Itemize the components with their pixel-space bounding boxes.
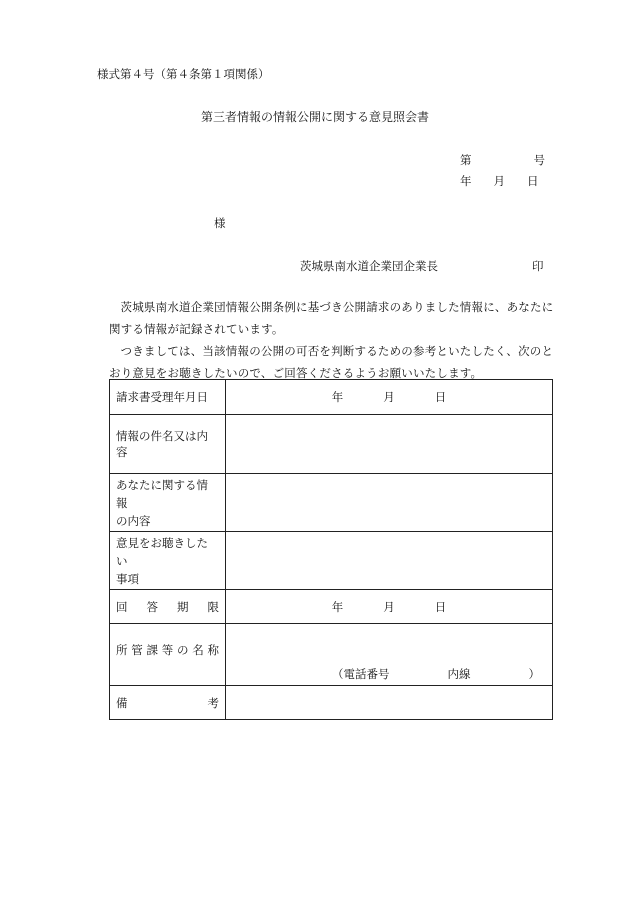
document-title: 第三者情報の情報公開に関する意見照会書 [200,110,429,124]
receipt-date-label: 請求書受理年月日 [110,380,226,415]
issue-date-line [460,173,539,189]
receipt-date-value[interactable]: 年 月 日 [226,380,553,415]
body-text [109,296,554,384]
form-number: 様式第４号（第４条第１項関係） [97,67,270,81]
issue-year: 年 [460,174,472,188]
number-suffix: 号 [533,153,545,167]
row-remarks [110,686,553,720]
deadline-label: 回 答 期 限 [110,590,226,624]
telephone-line [232,666,546,682]
department-value[interactable] [226,624,553,686]
body-paragraph-1: 茨城県南水道企業団情報公開条例に基づき公開請求のありました情報に、あなたに関する情報が記録されています。 [109,300,554,336]
sender-name: 茨城県南水道企業団企業長 [300,259,438,273]
row-opinion-items [110,532,553,590]
remarks-label: 備 考 [110,686,226,720]
tel-extension: 内線 [447,667,471,681]
seal-mark: 印 [532,259,544,273]
related-info-label: あなたに関する情報 の内容 [110,474,226,532]
deadline-value[interactable]: 年 月 日 [226,590,553,624]
row-info-name [110,415,553,474]
row-receipt-date [110,380,553,415]
body-paragraph-2: つきましては、当該情報の公開の可否を判断するための参考といたしたく、次のとおり意見をお聴きしたいので、ご回答くださるようお願いいたします。 [109,344,554,380]
document-number-line [460,152,545,168]
tel-open: （電話番号 [332,667,390,681]
opinion-form-table [109,379,553,720]
department-label: 所 管 課 等 の 名 称 [110,624,226,686]
remarks-value[interactable] [226,686,553,720]
issue-day: 日 [527,174,539,188]
opinion-items-value[interactable] [226,532,553,590]
row-department [110,624,553,686]
info-name-label: 情報の件名又は内容 [110,415,226,474]
addressee-suffix: 様 [214,216,226,230]
opinion-items-label: 意見をお聴きしたい 事項 [110,532,226,590]
row-deadline [110,590,553,624]
related-info-value[interactable] [226,474,553,532]
row-related-info [110,474,553,532]
tel-close: ） [528,667,540,681]
number-prefix: 第 [460,153,472,167]
info-name-value[interactable] [226,415,553,474]
issue-month: 月 [493,174,505,188]
